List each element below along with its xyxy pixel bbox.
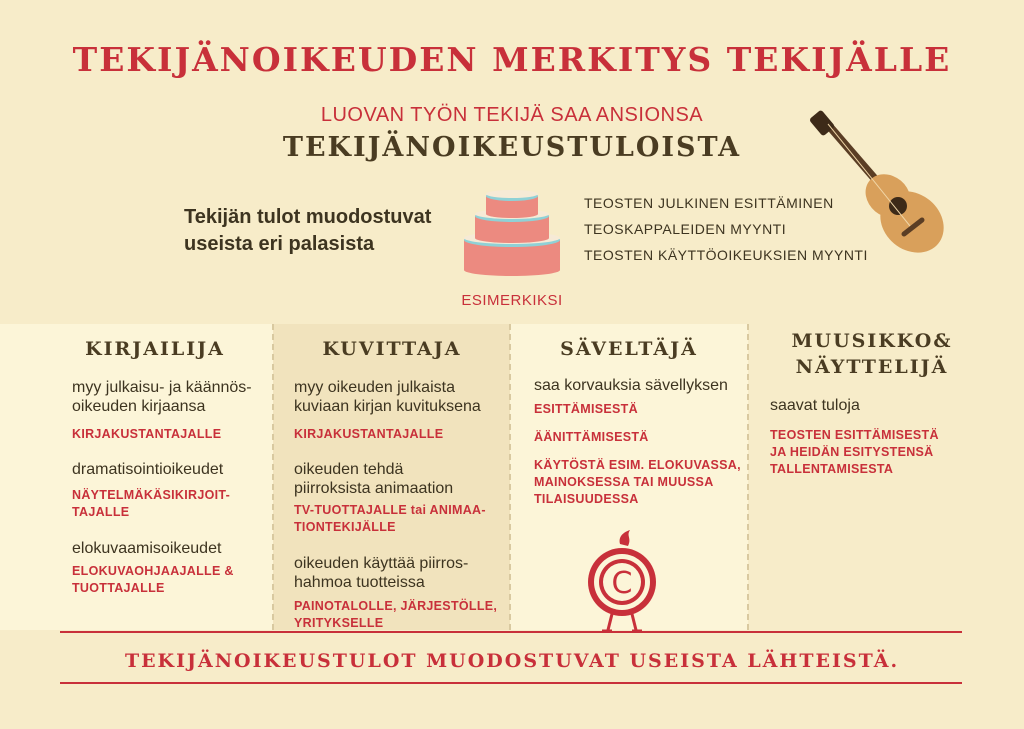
item-description — [72, 378, 272, 416]
desc-line: oikeuden tehdä — [294, 461, 404, 478]
recipient-line: TAJALLE — [72, 505, 130, 519]
column-divider — [747, 324, 749, 630]
recipient-line: TIONTEKIJÄLLE — [294, 520, 396, 534]
desc-line: elokuvaamisoikeudet — [72, 540, 222, 557]
item-description — [294, 378, 506, 416]
column-muusikko-content — [770, 396, 1010, 478]
desc-line: piirroksista animaation — [294, 480, 454, 497]
cake-icon — [458, 186, 568, 278]
recipient-line: ÄÄNITTÄMISESTÄ — [534, 430, 649, 444]
item-recipient — [72, 487, 272, 521]
item-recipient — [294, 598, 506, 632]
income-source-item: TEOSKAPPALEIDEN MYYNTI — [584, 221, 787, 237]
recipient-line: JA HEIDÄN ESITYSTENSÄ — [770, 445, 934, 459]
recipient-line: KÄYTÖSTÄ ESIM. ELOKUVASSA, — [534, 458, 741, 472]
income-source-item: TEOSTEN JULKINEN ESITTÄMINEN — [584, 195, 834, 211]
footer-rule-top — [60, 631, 962, 633]
footer-rule-bottom — [60, 682, 962, 684]
item-description: saavat tuloja — [770, 397, 860, 414]
item-description: saa korvauksia sävellyksen — [534, 377, 728, 394]
desc-line: myy oikeuden julkaista — [294, 379, 455, 396]
column-divider — [509, 324, 511, 630]
recipient-line: KIRJAKUSTANTAJALLE — [294, 427, 444, 441]
item-description — [72, 539, 272, 558]
item-description — [294, 460, 506, 498]
item-recipient — [534, 457, 746, 508]
desc-line: myy julkaisu- ja käännös- — [72, 379, 252, 396]
column-title-saveltaja: SÄVELTÄJÄ — [560, 338, 698, 360]
recipient-line: TILAISUUDESSA — [534, 492, 639, 506]
desc-line: oikeuden käyttää piirros- — [294, 555, 469, 572]
item-recipient — [294, 426, 506, 443]
desc-line: kuviaan kirjan kuvituksena — [294, 398, 481, 415]
recipient-line: ELOKUVAOHJAAJALLE & — [72, 564, 234, 578]
recipient-line: NÄYTELMÄKÄSIKIRJOIT- — [72, 488, 231, 502]
footer-statement: TEKIJÄNOIKEUSTULOT MUODOSTUVAT USEISTA LÄHTEISTÄ. — [124, 650, 900, 672]
item-description — [72, 460, 272, 479]
intro-line-2: useista eri palasista — [184, 233, 375, 255]
recipient-line: YRITYKSELLE — [294, 616, 384, 630]
column-title-line: MUUSIKKO& — [791, 330, 953, 352]
column-saveltaja-content — [534, 376, 746, 508]
copyright-symbol: C — [611, 566, 633, 601]
column-title-muusikko-nayttelija — [752, 328, 992, 380]
page-title: TEKIJÄNOIKEUDEN MERKITYS TEKIJÄLLE — [72, 40, 952, 79]
item-recipient — [294, 502, 506, 536]
item-recipient — [534, 401, 746, 418]
recipient-line: TALLENTAMISESTA — [770, 462, 894, 476]
item-recipient — [770, 427, 1010, 478]
column-kirjailija-content — [72, 378, 272, 597]
recipient-line: MAINOKSESSA TAI MUUSSA — [534, 475, 714, 489]
recipient-line: PAINOTALOLLE, JÄRJESTÖLLE, — [294, 599, 498, 613]
desc-line: hahmoa tuotteissa — [294, 574, 425, 591]
intro-line-1: Tekijän tulot muodostuvat — [184, 206, 432, 228]
section-heading: TEKIJÄNOIKEUSTULOISTA — [282, 132, 742, 163]
column-title-kirjailija: KIRJAILIJA — [85, 338, 225, 360]
column-kuvittaja-content — [294, 378, 506, 632]
copyright-mascot-icon — [584, 528, 660, 636]
column-title-line: NÄYTTELIJÄ — [795, 356, 949, 378]
desc-line: oikeuden kirjaansa — [72, 398, 206, 415]
item-description — [294, 554, 506, 592]
guitar-icon — [810, 110, 960, 260]
desc-line: dramatisointioikeudet — [72, 461, 224, 478]
recipient-line: KIRJAKUSTANTAJALLE — [72, 427, 222, 441]
column-divider — [272, 324, 274, 630]
recipient-line: TEOSTEN ESITTÄMISESTÄ — [770, 428, 939, 442]
item-recipient — [72, 426, 272, 443]
examples-label: ESIMERKIKSI — [461, 292, 563, 309]
item-recipient — [72, 563, 272, 597]
recipient-line: ESITTÄMISESTÄ — [534, 402, 638, 416]
recipient-line: TV-TUOTTAJALLE tai ANIMAA- — [294, 503, 486, 517]
intro-text — [184, 204, 431, 258]
recipient-line: TUOTTAJALLE — [72, 581, 165, 595]
income-source-item: TEOSTEN KÄYTTÖOIKEUKSIEN MYYNTI — [584, 247, 868, 263]
column-title-kuvittaja: KUVITTAJA — [322, 338, 462, 360]
item-recipient — [534, 429, 746, 446]
subtitle: LUOVAN TYÖN TEKIJÄ SAA ANSIONSA — [320, 104, 704, 126]
